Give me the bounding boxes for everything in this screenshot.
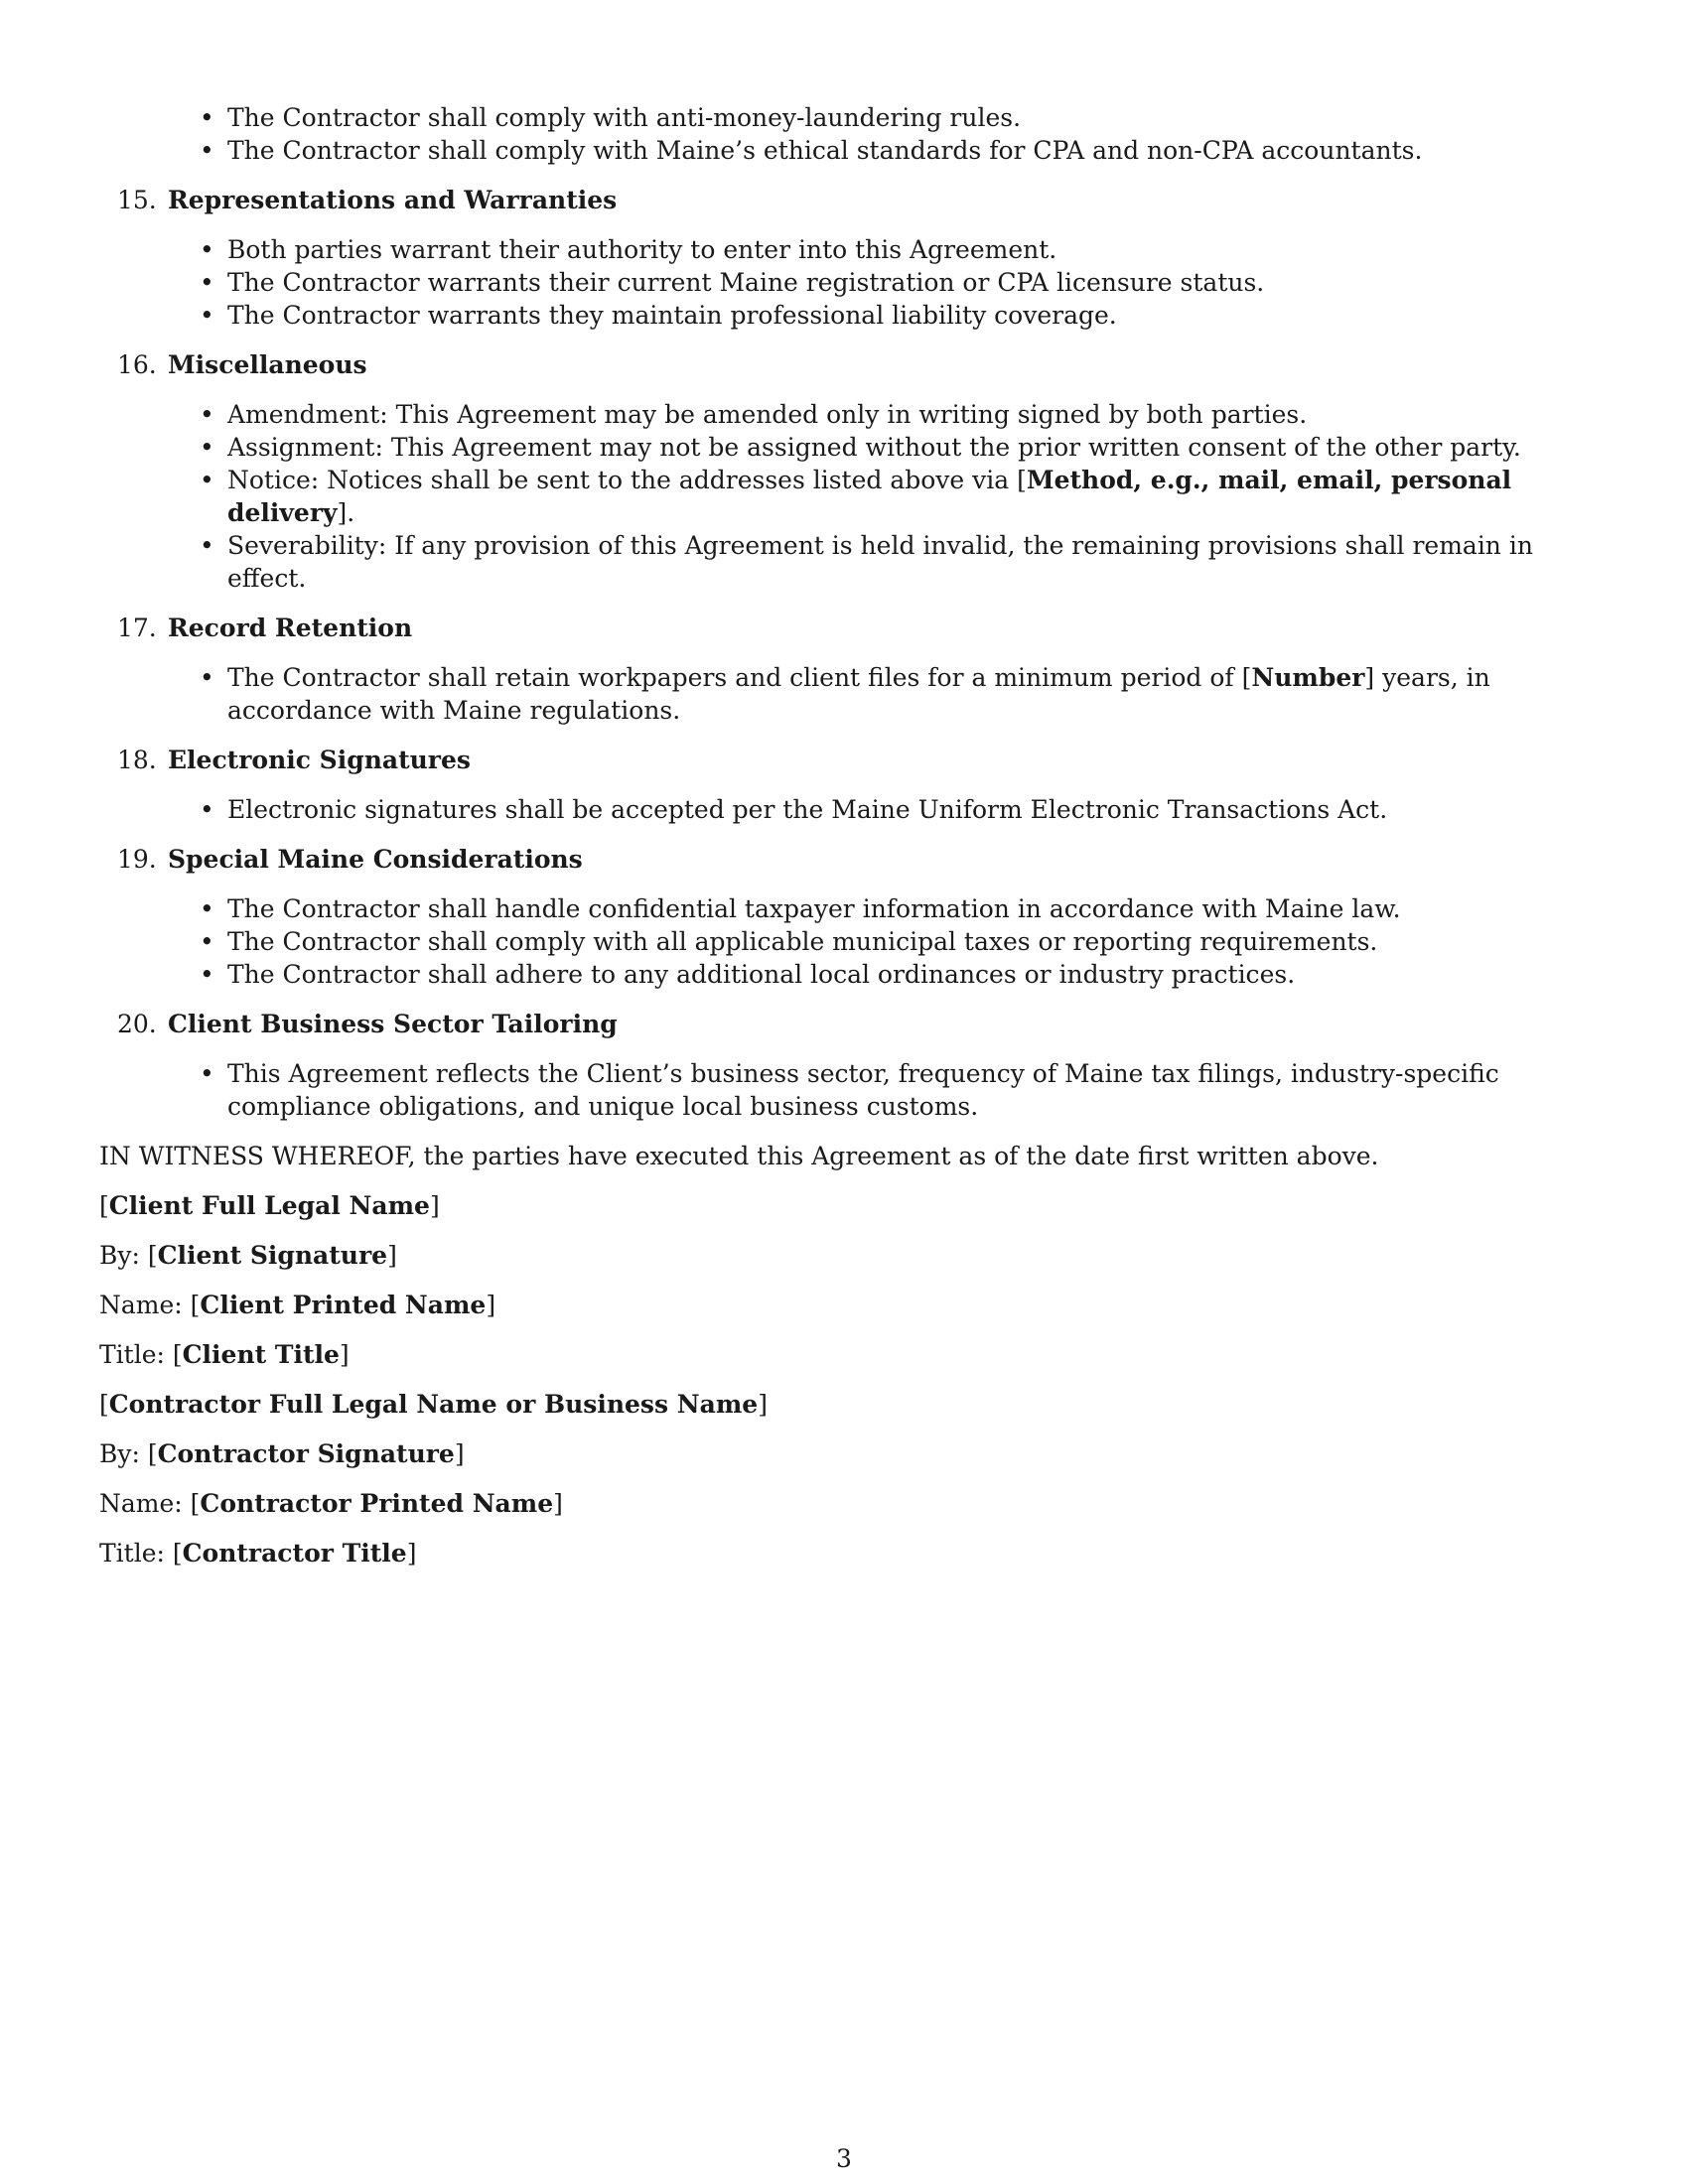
- list-item: • This Agreement reflects the Client’s business sector, frequency of Maine tax filings, industry-specific compliance obligations, and unique local business customs.: [227, 1057, 1594, 1123]
- section-heading-15: [99, 184, 1594, 216]
- section-number: 18.: [117, 746, 157, 774]
- title-label: Title:: [99, 1340, 165, 1369]
- list-item: • The Contractor warrants they maintain professional liability coverage.: [227, 299, 1594, 332]
- section-title: Miscellaneous: [168, 350, 367, 379]
- section-heading-16: [99, 348, 1594, 381]
- section-20-list: [99, 1057, 1594, 1123]
- name-label: Name:: [99, 1489, 183, 1518]
- client-title-line: Title: [Client Title]: [99, 1340, 350, 1369]
- client-title: Client Title: [182, 1340, 340, 1369]
- list-item: • Severability: If any provision of this Agreement is held invalid, the remaining provisions shall remain in effect.: [227, 529, 1594, 595]
- list-item: • Both parties warrant their authority to enter into this Agreement.: [227, 233, 1594, 266]
- section-title: Representations and Warranties: [168, 186, 618, 214]
- by-label: By:: [99, 1241, 140, 1270]
- retention-text-end: years, in accordance with Maine regulations.: [227, 663, 1490, 725]
- contractor-name-line: Name: [Contractor Printed Name]: [99, 1489, 563, 1518]
- document-page: [99, 101, 1594, 1570]
- list-item: • The Contractor shall handle confidential taxpayer information in accordance with Maine law.: [227, 892, 1594, 925]
- client-legal-name: Client Full Legal Name: [108, 1191, 430, 1220]
- list-item: • The Contractor shall adhere to any additional local ordinances or industry practices.: [227, 958, 1594, 991]
- list-item: • Assignment: This Agreement may not be assigned without the prior written consent of the other party.: [227, 431, 1594, 464]
- contractor-printed-name: Contractor Printed Name: [200, 1489, 554, 1518]
- client-legal-name-line: [Client Full Legal Name]: [99, 1191, 440, 1220]
- retention-item: • The Contractor shall retain workpapers and client files for a minimum period of [Number] years, in accordance with Maine regulations.: [227, 661, 1594, 727]
- list-item: • The Contractor warrants their current Maine registration or CPA licensure status.: [227, 266, 1594, 299]
- contractor-signature: Contractor Signature: [157, 1439, 455, 1468]
- section-title: Special Maine Considerations: [168, 845, 583, 874]
- section-number: 16.: [117, 350, 157, 379]
- section-18-list: [99, 793, 1594, 826]
- list-item: • The Contractor shall comply with anti-money-laundering rules.: [227, 101, 1594, 134]
- section-title: Record Retention: [168, 614, 413, 642]
- contractor-title: Contractor Title: [182, 1539, 407, 1568]
- section-heading-20: [99, 1008, 1594, 1040]
- section-15-list: [99, 233, 1594, 332]
- client-signature-line: By: [Client Signature]: [99, 1241, 397, 1270]
- list-item: • The Contractor shall comply with all applicable municipal taxes or reporting requirements.: [227, 925, 1594, 958]
- client-signature: Client Signature: [157, 1241, 388, 1270]
- section-16-list: [99, 398, 1594, 595]
- client-name-line: Name: [Client Printed Name]: [99, 1291, 496, 1319]
- section-17-list: [99, 661, 1594, 727]
- section-title: Electronic Signatures: [168, 746, 471, 774]
- list-item: • The Contractor shall comply with Maine’s ethical standards for CPA and non-CPA accountants.: [227, 134, 1594, 167]
- list-item: • Electronic signatures shall be accepted per the Maine Uniform Electronic Transactions Act.: [227, 793, 1594, 826]
- notice-method-placeholder: Method, e.g., mail, email, personal delivery: [227, 466, 1512, 527]
- section-number: 17.: [117, 614, 157, 642]
- contractor-legal-name-line: [Contractor Full Legal Name or Business Name]: [99, 1390, 768, 1419]
- section-19-list: [99, 892, 1594, 991]
- contractor-title-line: Title: [Contractor Title]: [99, 1539, 417, 1568]
- section-number: 19.: [117, 845, 157, 874]
- contractor-legal-name: Contractor Full Legal Name or Business Name: [108, 1390, 759, 1419]
- notice-text: Notice: Notices shall be sent to the addresses listed above via: [227, 466, 1018, 494]
- page-number: 3: [836, 2144, 852, 2173]
- contractor-signature-line: By: [Contractor Signature]: [99, 1439, 465, 1468]
- list-item: • Amendment: This Agreement may be amended only in writing signed by both parties.: [227, 398, 1594, 431]
- name-label: Name:: [99, 1291, 183, 1319]
- section-heading-18: [99, 744, 1594, 776]
- section-number: 15.: [117, 186, 157, 214]
- retention-number-placeholder: Number: [1251, 663, 1365, 692]
- retention-text: The Contractor shall retain workpapers and client files for a minimum period of: [227, 663, 1242, 692]
- title-label: Title:: [99, 1539, 165, 1568]
- list-continuation: [99, 101, 1594, 167]
- notice-item: • Notice: Notices shall be sent to the addresses listed above via [Method, e.g., mail, email, personal delivery].: [227, 464, 1594, 529]
- section-number: 20.: [117, 1010, 157, 1038]
- section-title: Client Business Sector Tailoring: [168, 1010, 618, 1038]
- section-heading-17: [99, 612, 1594, 644]
- by-label: By:: [99, 1439, 140, 1468]
- section-heading-19: [99, 843, 1594, 876]
- client-printed-name: Client Printed Name: [200, 1291, 487, 1319]
- witness-statement: IN WITNESS WHEREOF, the parties have executed this Agreement as of the date first written above.: [99, 1142, 1379, 1170]
